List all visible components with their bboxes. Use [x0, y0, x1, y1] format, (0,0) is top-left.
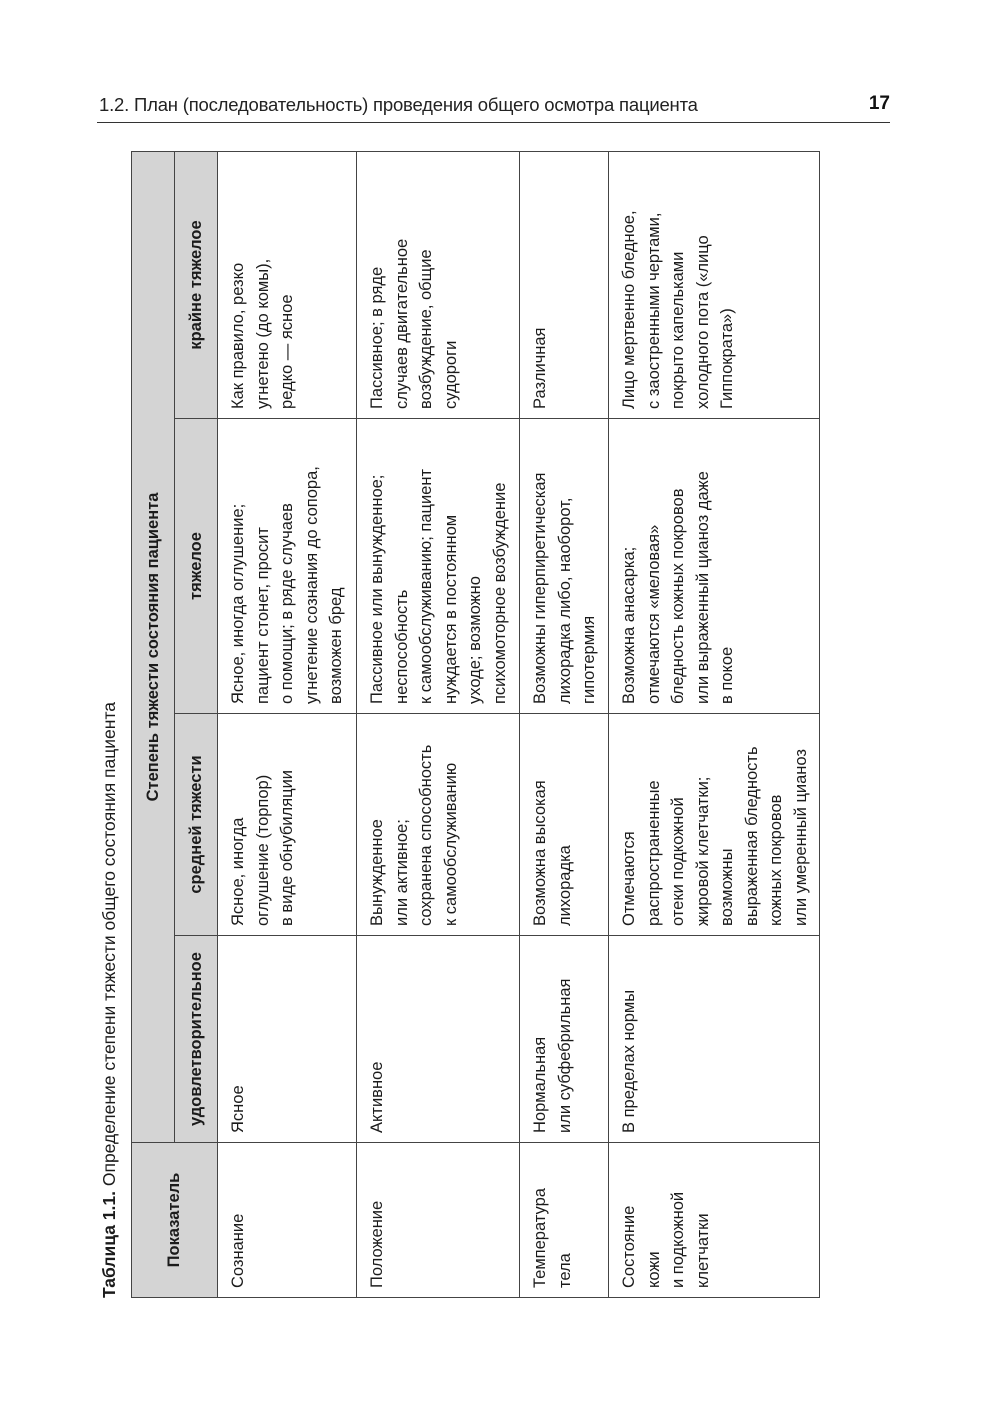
- cell-satisfactory: Активное: [357, 936, 520, 1143]
- running-head: [97, 92, 890, 123]
- table-caption: [98, 702, 120, 1298]
- cell-moderate: Отмечаются распространенные отеки подкожной жировой клетчатки; возможны выраженная бледность кожных покровов или умеренный цианоз: [609, 714, 820, 936]
- table-row: [218, 151, 357, 1297]
- cell-extremely-severe: Различная: [520, 151, 609, 418]
- cell-indicator: Сознание: [218, 1143, 357, 1298]
- header-severity-group: Степень тяжести состояния пациента: [132, 151, 175, 1142]
- running-head-title: 1.2. План (последовательность) проведения общего осмотра пациента: [99, 94, 698, 115]
- cell-moderate: Вынужденное или активное; сохранена способность к самообслуживанию: [357, 714, 520, 936]
- table-caption-text: Определение степени тяжести общего состояния пациента: [99, 702, 119, 1191]
- cell-moderate: Возможна высокая лихорадка: [520, 714, 609, 936]
- header-indicator: Показатель: [132, 1143, 218, 1298]
- cell-indicator: Состояние кожи и подкожной клетчатки: [609, 1143, 820, 1298]
- cell-moderate: Ясное, иногда оглушение (торпор) в виде обнубиляции: [218, 714, 357, 936]
- table-caption-label: Таблица 1.1.: [99, 1191, 119, 1298]
- table-row: [520, 151, 609, 1297]
- cell-severe: Возможна анасарка; отмечаются «меловая» бледность кожных покровов или выраженный цианоз даже в покое: [609, 419, 820, 714]
- cell-satisfactory: В пределах нормы: [609, 936, 820, 1143]
- severity-table: [131, 151, 820, 1298]
- cell-severe: Ясное, иногда оглушение; пациент стонет, просит о помощи; в ряде случаев угнетение сознания до сопора, возможен бред: [218, 419, 357, 714]
- cell-extremely-severe: Пассивное; в ряде случаев двигательное возбуждение, общие судороги: [357, 151, 520, 418]
- table-row: [357, 151, 520, 1297]
- header-extremely-severe: крайне тяжелое: [175, 151, 218, 418]
- cell-extremely-severe: Как правило, резко угнетено (до комы), редко — ясное: [218, 151, 357, 418]
- cell-indicator: Температура тела: [520, 1143, 609, 1298]
- header-moderate: средней тяжести: [175, 714, 218, 936]
- rotated-table-block: [98, 148, 838, 1298]
- cell-extremely-severe: Лицо мертвенно бледное, с заостренными чертами, покрыто капельками холодного пота («лицо Гиппократа»): [609, 151, 820, 418]
- header-satisfactory: удовлетворительное: [175, 936, 218, 1143]
- cell-severe: Пассивное или вынужденное; неспособность к самообслуживанию; пациент нуждается в постоянном уходе; возможно психомоторное возбуждение: [357, 419, 520, 714]
- cell-satisfactory: Ясное: [218, 936, 357, 1143]
- cell-severe: Возможны гиперпиретическая лихорадка либо, наоборот, гипотермия: [520, 419, 609, 714]
- page-number: 17: [868, 93, 890, 114]
- cell-satisfactory: Нормальная или субфебрильная: [520, 936, 609, 1143]
- header-severe: тяжелое: [175, 419, 218, 714]
- cell-indicator: Положение: [357, 1143, 520, 1298]
- table-row: [609, 151, 820, 1297]
